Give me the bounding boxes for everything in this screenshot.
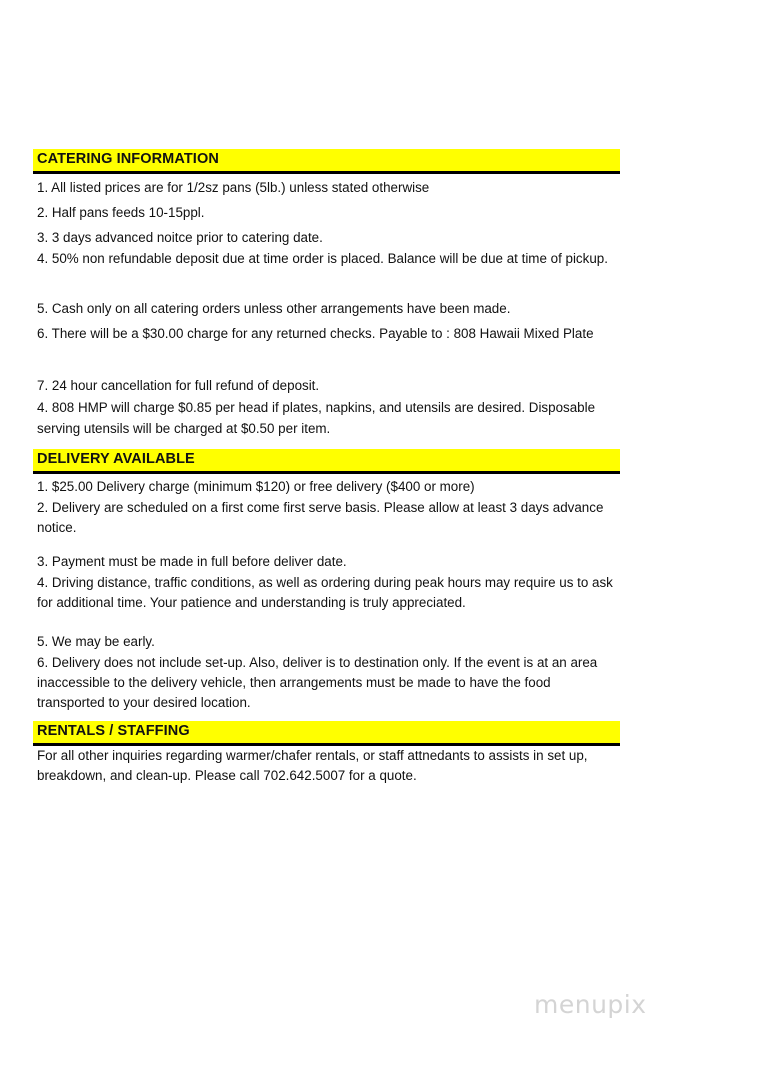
delivery-line-10: transported to your desired location.	[37, 695, 251, 710]
delivery-header	[33, 449, 620, 474]
catering-line-8: 4. 808 HMP will charge $0.85 per head if plates, napkins, and utensils are desired. Disposable	[37, 400, 596, 415]
delivery-line-2: 2. Delivery are scheduled on a first come first serve basis. Please allow at least 3 days advance	[37, 500, 604, 515]
delivery-line-6: for additional time. Your patience and understanding is truly appreciated.	[37, 595, 466, 610]
catering-line-6: 6. There will be a $30.00 charge for any returned checks. Payable to : 808 Hawaii Mixed Plate	[37, 326, 594, 341]
catering-line-1: 1. All listed prices are for 1/2sz pans (5lb.) unless stated otherwise	[37, 180, 430, 195]
delivery-line-3: notice.	[37, 520, 77, 535]
delivery-line-5: 4. Driving distance, traffic conditions, as well as ordering during peak hours may require us to ask	[37, 575, 613, 590]
rentals-header	[33, 721, 620, 746]
catering-header	[33, 149, 620, 174]
menupix-watermark: menupix	[534, 990, 647, 1019]
rentals-line-2: breakdown, and clean-up. Please call 702.642.5007 for a quote.	[37, 768, 417, 783]
delivery-line-9: inaccessible to the delivery vehicle, then arrangements must be made to have the food	[37, 675, 551, 690]
rentals-line-1: For all other inquiries regarding warmer/chafer rentals, or staff attnedants to assists in set up,	[37, 748, 588, 763]
delivery-line-1: 1. $25.00 Delivery charge (minimum $120) or free delivery ($400 or more)	[37, 479, 475, 494]
catering-line-9: serving utensils will be charged at $0.50 per item.	[37, 421, 331, 436]
rentals-title: RENTALS / STAFFING	[37, 723, 190, 739]
delivery-line-7: 5. We may be early.	[37, 634, 155, 649]
catering-line-5: 5. Cash only on all catering orders unless other arrangements have been made.	[37, 301, 511, 316]
catering-title: CATERING INFORMATION	[37, 151, 219, 167]
delivery-line-4: 3. Payment must be made in full before deliver date.	[37, 554, 347, 569]
delivery-title: DELIVERY AVAILABLE	[37, 451, 195, 467]
catering-line-7: 7. 24 hour cancellation for full refund of deposit.	[37, 378, 320, 393]
catering-line-2: 2. Half pans feeds 10-15ppl.	[37, 205, 205, 220]
delivery-line-8: 6. Delivery does not include set-up. Also, deliver is to destination only. If the event is at an area	[37, 655, 598, 670]
catering-line-4: 4. 50% non refundable deposit due at time order is placed. Balance will be due at time of pickup.	[37, 251, 608, 266]
catering-line-3: 3. 3 days advanced noitce prior to catering date.	[37, 230, 323, 245]
